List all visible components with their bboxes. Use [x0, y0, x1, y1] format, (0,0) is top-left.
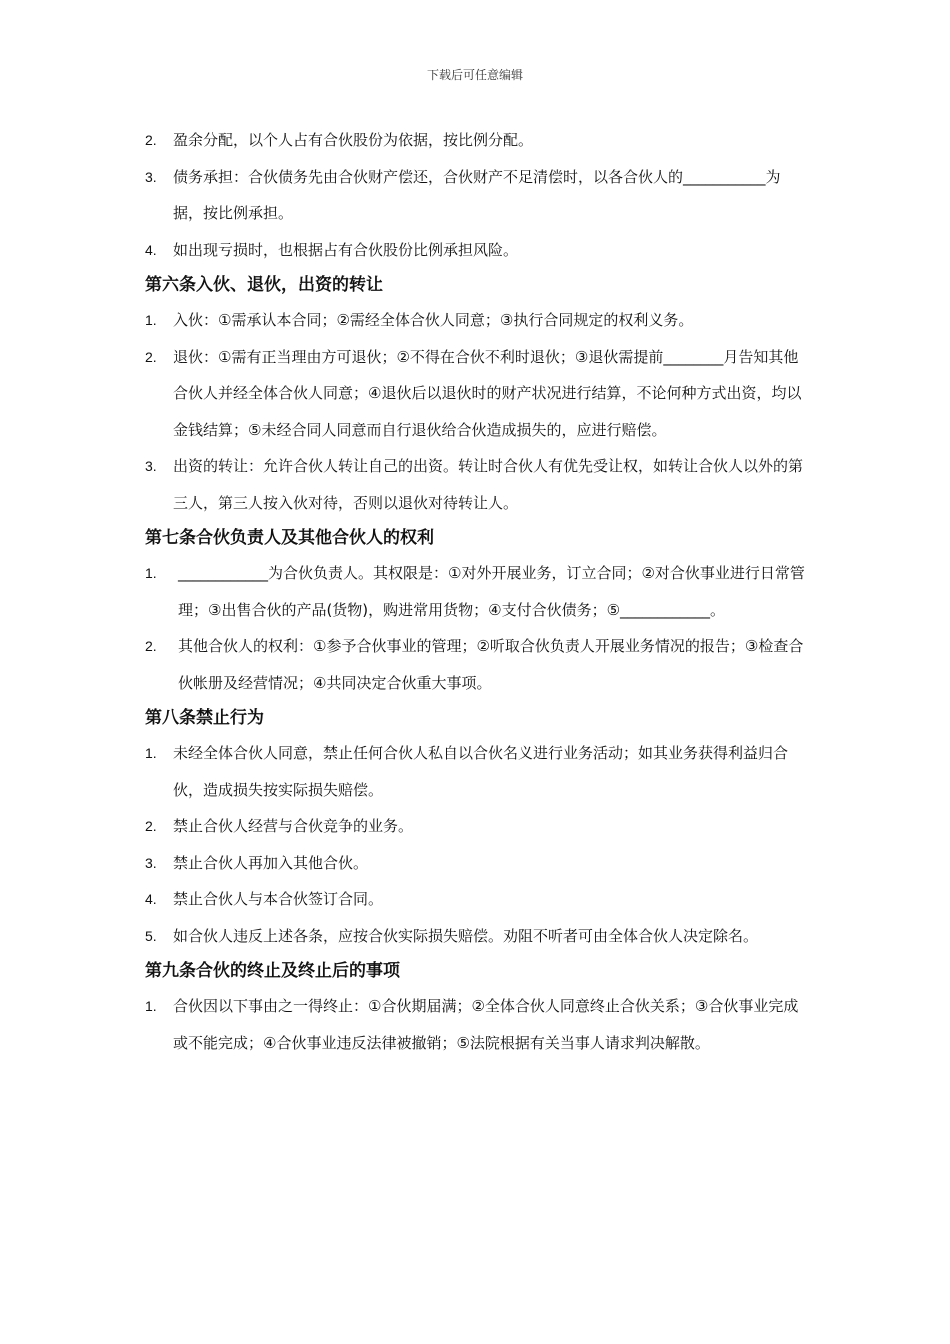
item-number: 1. [145, 998, 157, 1014]
list-item [145, 918, 810, 955]
list-item [145, 988, 810, 1061]
item-text: 合伙因以下事由之一得终止：①合伙期届满；②全体合伙人同意终止合伙关系；③合伙事业完成或不能完成；④合伙事业违反法律被撤销；⑤法院根据有关当事人请求判决解散。 [173, 997, 799, 1052]
list-item [145, 122, 810, 159]
list-item [145, 159, 810, 232]
item-number: 2. [145, 132, 157, 148]
item-text: 出资的转让：允许合伙人转让自己的出资。转让时合伙人有优先受让权，如转让合伙人以外的第三人，第三人按入伙对待，否则以退伙对待转让人。 [173, 457, 804, 512]
list-item [145, 735, 810, 808]
item-number: 4. [145, 241, 157, 258]
section-heading: 第六条入伙、退伙，出资的转让 [145, 275, 383, 295]
page-header: 下载后可任意编辑 [426, 68, 523, 82]
item-number: 2. [145, 638, 157, 654]
item-number: 2. [145, 348, 157, 365]
list-item [145, 555, 810, 628]
item-text: 禁止合伙人经营与合伙竞争的业务。 [173, 817, 414, 835]
item-number: 3. [145, 168, 157, 185]
item-text: 禁止合伙人与本合伙签订合同。 [173, 890, 384, 908]
list-item [145, 628, 810, 701]
item-text: 其他合伙人的权利：①参予合伙事业的管理；②听取合伙负责人开展业务情况的报告；③检查合伙帐册及经营情况；④共同决定合伙重大事项。 [178, 637, 804, 692]
item-text: ____________为合伙负责人。其权限是：①对外开展业务，订立合同；②对合伙事业进行日常管理；③出售合伙的产品(货物)，购进常用货物；④支付合伙债务；⑤____________。 [178, 564, 805, 619]
item-text: 如出现亏损时，也根据占有合伙股份比例承担风险。 [173, 240, 519, 259]
section-heading: 第七条合伙负责人及其他合伙人的权利 [145, 528, 434, 548]
list-item [145, 808, 810, 845]
list-item [145, 232, 810, 269]
item-text: 如合伙人违反上述各条，应按合伙实际损失赔偿。劝阻不听者可由全体合伙人决定除名。 [173, 926, 759, 945]
list-item [145, 881, 810, 918]
item-number: 1. [145, 745, 157, 761]
item-number: 1. [145, 312, 157, 328]
list-item [145, 845, 810, 882]
item-number: 3. [145, 458, 157, 474]
list-item [145, 448, 810, 521]
item-number: 1. [145, 565, 157, 581]
item-text: 入伙：①需承认本合同；②需经全体合伙人同意；③执行合同规定的权利义务。 [173, 311, 694, 329]
section-heading: 第九条合伙的终止及终止后的事项 [145, 961, 400, 981]
document-body [145, 122, 810, 1061]
item-number: 4. [145, 891, 157, 907]
item-number: 2. [145, 818, 157, 834]
item-text: 盈余分配，以个人占有合伙股份为依据，按比例分配。 [173, 131, 534, 149]
item-number: 3. [145, 854, 157, 871]
item-number: 5. [145, 927, 157, 944]
item-text: 未经全体合伙人同意，禁止任何合伙人私自以合伙名义进行业务活动；如其业务获得利益归合伙，造成损失按实际损失赔偿。 [173, 744, 789, 799]
list-item [145, 339, 810, 449]
item-text: 退伙：①需有正当理由方可退伙；②不得在合伙不利时退伙；③退伙需提前________月告知其他合伙人并经全体合伙人同意；④退伙后以退伙时的财产状况进行结算，不论何种方式出资，均以金钱结算；⑤未经合同人同意而自行退伙给合伙造成损失的，应进行赔偿。 [173, 347, 802, 439]
item-text: 禁止合伙人再加入其他合伙。 [173, 853, 369, 872]
section-heading: 第八条禁止行为 [145, 708, 264, 728]
item-text: 债务承担：合伙债务先由合伙财产偿还，合伙财产不足清偿时，以各合伙人的___________为据，按比例承担。 [173, 167, 781, 222]
list-item [145, 302, 810, 339]
